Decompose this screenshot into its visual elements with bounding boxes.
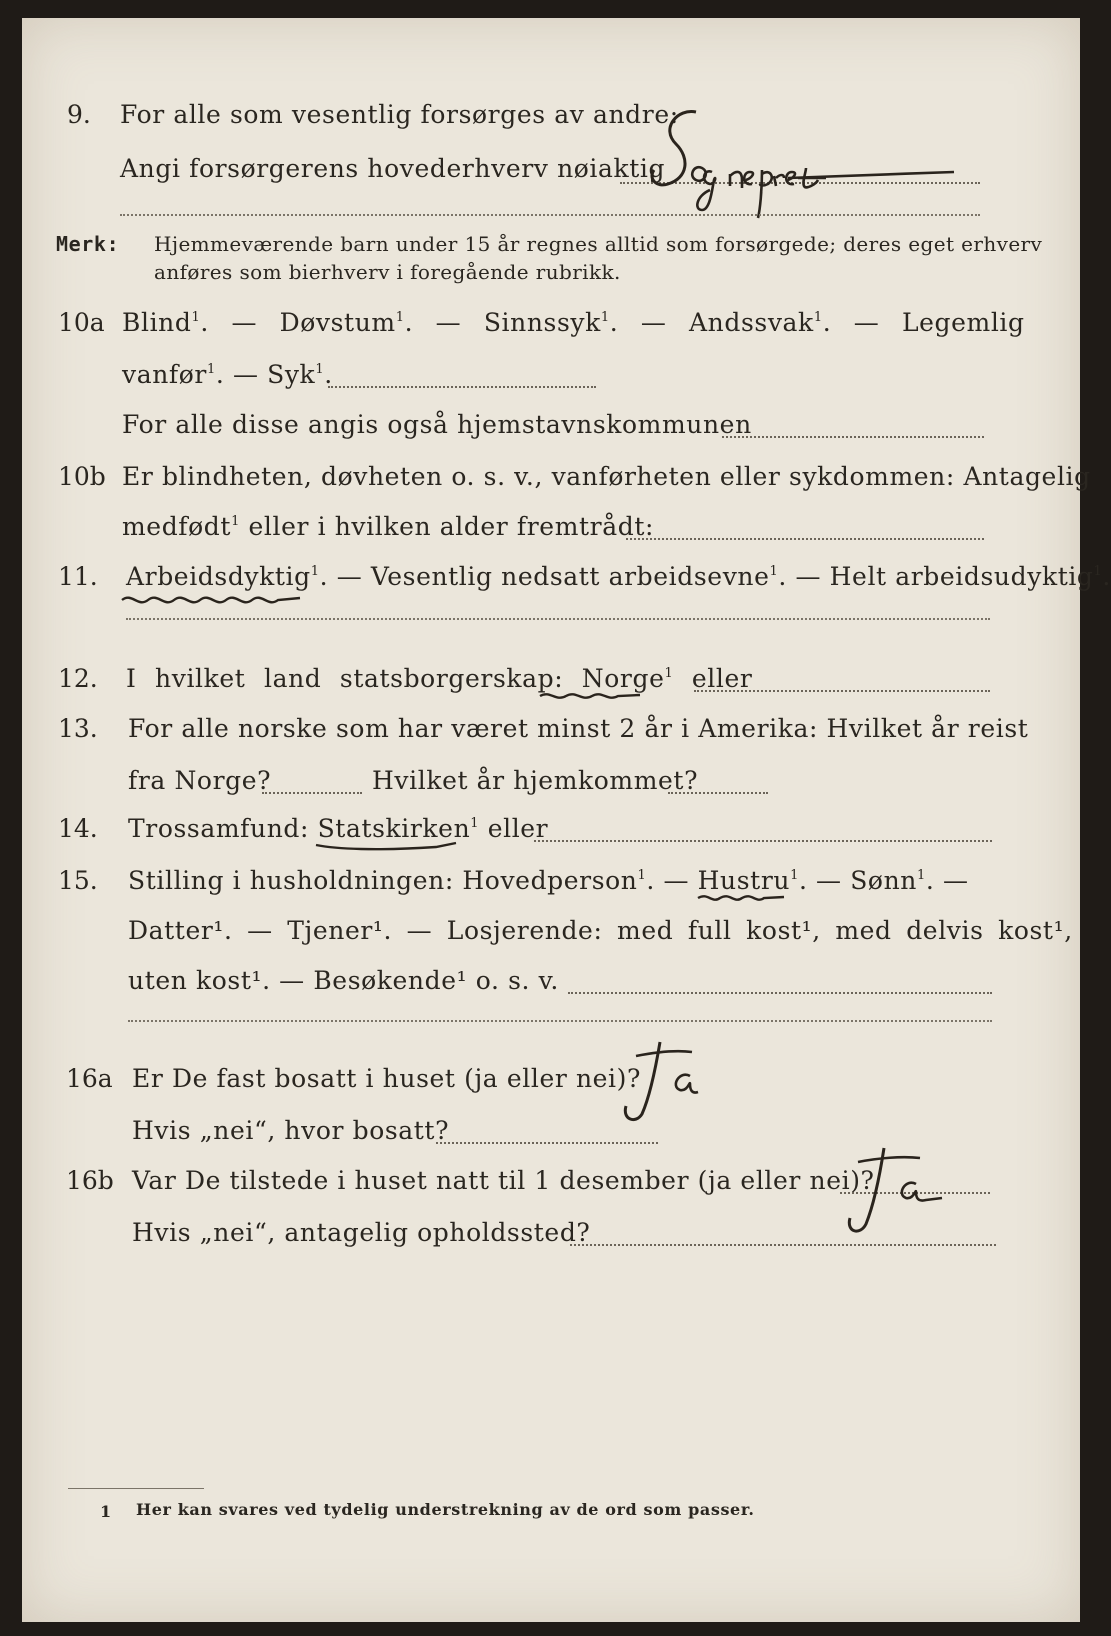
question-16b-line-1: Var De tilstede i huset natt til 1 desember (ja eller nei)? [132, 1166, 875, 1195]
question-16a-answer-line [436, 1142, 658, 1144]
merk-label: Merk: [56, 232, 120, 256]
census-form-page [22, 18, 1111, 1622]
question-10a-answer-line-2 [722, 436, 984, 438]
arbeidsdyktig-underline [118, 590, 308, 610]
question-9-line-1: For alle som vesentlig forsørges av andre: [120, 100, 679, 129]
question-12-line: I hvilket land statsborgerskap: Norge$^1$ eller [126, 664, 753, 693]
question-13-hjemkommet-answer-line [668, 792, 768, 794]
sonn-option: Sønn [850, 866, 917, 895]
question-12-number: 12. [58, 664, 98, 693]
question-11-separator [126, 618, 990, 620]
hustru-option: Hustru [697, 866, 791, 895]
footnote-separator [68, 1488, 204, 1489]
question-10a-line-3: For alle disse angis også hjemstavnskommunen [122, 410, 752, 439]
question-16b-line-2: Hvis „nei“, antagelig opholdssted? [132, 1218, 591, 1247]
question-9-answer-line [620, 182, 980, 184]
legemlig-option: Legemlig [901, 308, 1025, 337]
statskirken-option: Statskirken [317, 814, 471, 843]
question-10b-number: 10b [58, 462, 106, 491]
helt-udyktig-option: — Helt arbeidsudyktig [786, 562, 1094, 591]
question-16a-line-1: Er De fast bosatt i huset (ja eller nei)? [132, 1064, 641, 1093]
dovstum-option: Døvstum [279, 308, 396, 337]
question-10a-number: 10a [58, 308, 105, 337]
question-13-line-1: For alle norske som har været minst 2 år i Amerika: Hvilket år reist [128, 714, 1029, 743]
vanfor-option: vanfør [122, 360, 207, 389]
merk-line-1: Hjemmeværende barn under 15 år regnes alltid som forsørgede; deres eget erhverv [154, 232, 1043, 256]
question-13-number: 13. [58, 714, 98, 743]
question-10b-line-1: Er blindheten, døvheten o. s. v., vanførheten eller sykdommen: Antagelig [122, 462, 1091, 491]
question-9-line-2: Angi forsørgerens hovederhverv nøiaktig [120, 154, 666, 183]
arbeidsdyktig-option: Arbeidsdyktig [126, 562, 311, 591]
footnote-mark: 1 [100, 1502, 112, 1521]
question-14-number: 14. [58, 814, 98, 843]
question-16b-answer-line-2 [570, 1244, 996, 1246]
question-10a-line-2: vanfør$^1$. — Syk$^1$. [122, 360, 333, 389]
andssvak-option: Andssvak [689, 308, 814, 337]
norge-option: Norge [581, 664, 665, 693]
question-16b-number: 16b [66, 1166, 114, 1195]
question-14-line: Trossamfund: Statskirken$^1$ eller [128, 814, 549, 843]
question-10a-line-1: Blind$^1$. — Døvstum$^1$. — Sinnssyk$^1$. — Andssvak$^1$. — Legemlig [122, 308, 1025, 337]
question-15-line-2: Datter¹. — Tjener¹. — Losjerende: med full kost¹, med delvis kost¹, [128, 916, 1073, 945]
question-11-line: Arbeidsdyktig$^1$. — Vesentlig nedsatt arbeidsevne$^1$. — Helt arbeidsudyktig$^1$. [126, 562, 1111, 591]
question-13-line-2a: fra Norge? [128, 766, 272, 795]
question-13-line-2b: Hvilket år hjemkommet? [372, 766, 699, 795]
syk-option: Syk [267, 360, 316, 389]
question-10b-line-2: medfødt$^1$ eller i hvilken alder fremtrådt: [122, 512, 654, 541]
footnote-text: Her kan svares ved tydelig understrekning av de ord som passer. [136, 1500, 755, 1519]
question-9-separator [120, 214, 980, 216]
medfodt-option: medfødt [122, 512, 232, 541]
merk-line-2: anføres som bierhverv i foregående rubrikk. [154, 260, 621, 284]
question-16a-line-2: Hvis „nei“, hvor bosatt? [132, 1116, 450, 1145]
question-15-number: 15. [58, 866, 98, 895]
question-15-separator [128, 1020, 992, 1022]
question-9-handwritten-answer [638, 98, 978, 232]
question-16a-number: 16a [66, 1064, 113, 1093]
question-11-number: 11. [58, 562, 98, 591]
question-15-answer-line [568, 992, 992, 994]
question-9-number: 9. [67, 100, 91, 129]
question-15-line-3: uten kost¹. — Besøkende¹ o. s. v. [128, 966, 559, 995]
question-14-answer-line [534, 840, 992, 842]
sinnssyk-option: Sinnssyk [483, 308, 601, 337]
question-10a-answer-line-1 [328, 386, 596, 388]
nedsatt-option: — Vesentlig nedsatt arbeidsevne [328, 562, 770, 591]
question-16b-answer-line-1 [840, 1192, 990, 1194]
question-15-line-1: Stilling i husholdningen: Hovedperson$^1$. — Hustru$^1$. — Sønn$^1$. — [128, 866, 969, 895]
question-10b-answer-line [626, 538, 984, 540]
blind-option: Blind [122, 308, 192, 337]
question-12-answer-line [694, 690, 990, 692]
question-13-reist-answer-line [262, 792, 362, 794]
